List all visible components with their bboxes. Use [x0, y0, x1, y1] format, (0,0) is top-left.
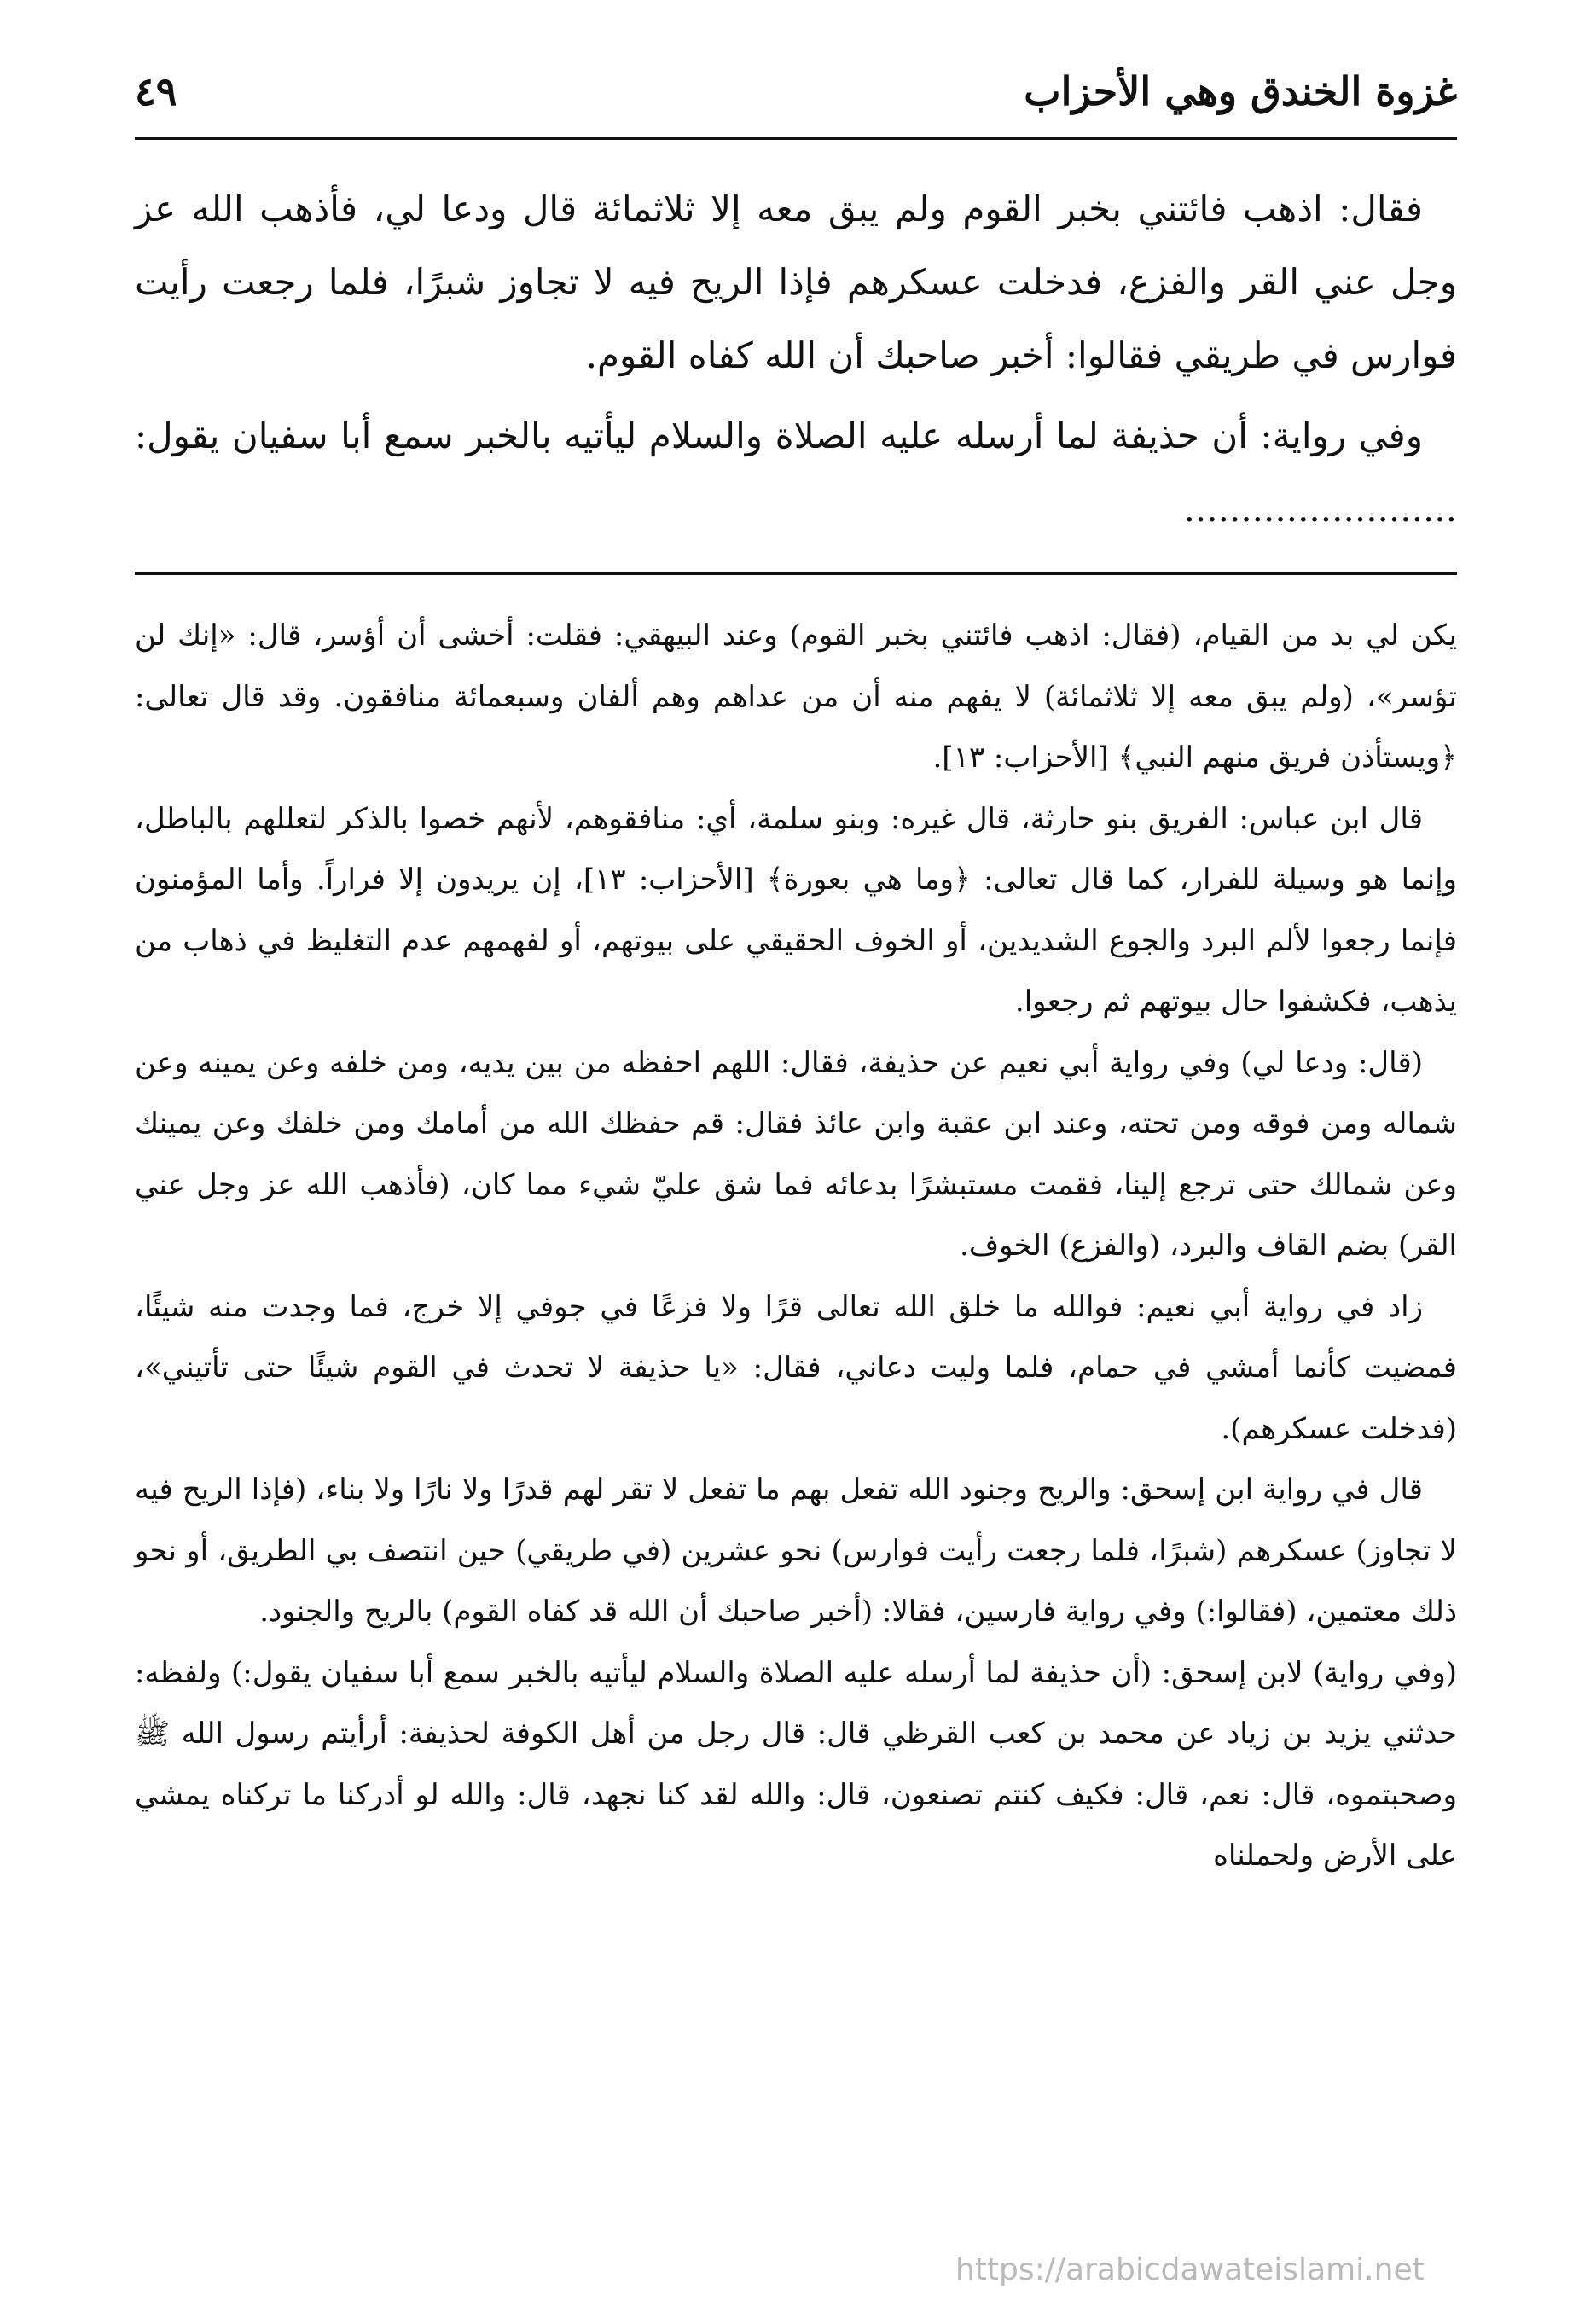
commentary-paragraph: قال ابن عباس: الفريق بنو حارثة، قال غيره: وبنو سلمة، أي: منافقوهم، لأنهم خصوا بالذكر لتعللهم بالباطل، وإنما هو وسيلة للفرار، كما قال تعالى: ﴿وما هي بعورة﴾ [الأحزاب: ١٣]، إن يريدون إلا فراراً. وأما المؤمنون فإنما رجعوا لألم البرد والجوع الشديدين، أو الخوف الحقيقي على بيوتهم، أو لفهمهم عدم التغليظ في ذهاب من يذهب، فكشفوا حال بيوتهم ثم رجعوا. [135, 801, 1457, 1019]
watermark-url: https://arabicdawateislami.net [955, 2252, 1425, 2287]
commentary-paragraph: يكن لي بد من القيام، (فقال: اذهب فائتني بخبر القوم) وعند البيهقي: فقلت: أخشى أن أؤسر، قال: «إنك لن تؤسر»، (ولم يبق معه إلا ثلاثمائة) لا يفهم منه أن من عداهم وهم ألفان وسبعمائة منافقون. وقد قال تعالى: ﴿ويستأذن فريق منهم النبي﴾ [الأحزاب: ١٣]. [135, 619, 1457, 775]
main-text [135, 172, 1457, 546]
commentary-text [135, 606, 1457, 1887]
footnote-divider [135, 572, 1457, 575]
main-paragraph: فقال: اذهب فائتني بخبر القوم ولم يبق معه إلا ثلاثمائة قال ودعا لي، فأذهب الله عز وجل عني القر والفزع، فدخلت عسكرهم فإذا الريح فيه لا تجاوز شبرًا، فلما رجعت رأيت فوارس في طريقي فقالوا: أخبر صاحبك أن الله كفاه القوم. [135, 188, 1457, 376]
page-header [135, 60, 1457, 140]
main-paragraph: وفي رواية: أن حذيفة لما أرسله عليه الصلاة والسلام ليأتيه بالخبر سمع أبا سفيان يقول: ........................ [135, 415, 1457, 530]
page-number: ٤٩ [135, 68, 177, 114]
commentary-paragraph: (قال: ودعا لي) وفي رواية أبي نعيم عن حذيفة، فقال: اللهم احفظه من بين يديه، ومن خلفه وعن يمينه وعن شماله ومن فوقه ومن تحته، وعند ابن عقبة وابن عائذ فقال: قم حفظك الله من أمامك ومن خلفك وعن يمينك وعن شمالك حتى ترجع إلينا، فقمت مستبشرًا بدعائه فما شق عليّ شيء مما كان، (فأذهب الله عز وجل عني القر) بضم القاف والبرد، (والفزع) الخوف. [135, 1045, 1457, 1263]
commentary-paragraph: قال في رواية ابن إسحق: والريح وجنود الله تفعل بهم ما تفعل لا تقر لهم قدرًا ولا نارًا ولا بناء، (فإذا الريح فيه لا تجاوز) عسكرهم (شبرًا، فلما رجعت رأيت فوارس) نحو عشرين (في طريقي) حين انتصف بي الطريق، أو نحو ذلك معتمين، (فقالوا:) وفي رواية فارسين، فقالا: (أخبر صاحبك أن الله قد كفاه القوم) بالريح والجنود. [135, 1473, 1457, 1629]
commentary-paragraph: (وفي رواية) لابن إسحق: (أن حذيفة لما أرسله عليه الصلاة والسلام ليأتيه بالخبر سمع أبا سفيان يقول:) ولفظه: حدثني يزيد بن زياد عن محمد بن كعب القرظي قال: قال رجل من أهل الكوفة لحذيفة: أرأيتم رسول الله ﷺ وصحبتموه، قال: نعم، قال: فكيف كنتم تصنعون، قال: والله لقد كنا نجهد، قال: والله لو أدركنا ما تركناه يمشي على الأرض ولحملناه [135, 1655, 1457, 1873]
commentary-paragraph: زاد في رواية أبي نعيم: فوالله ما خلق الله تعالى قرًا ولا فزعًا في جوفي إلا خرج، فما وجدت منه شيئًا، فمضيت كأنما أمشي في حمام، فلما وليت دعاني، فقال: «يا حذيفة لا تحدث في القوم شيئًا حتى تأتيني»، (فدخلت عسكرهم). [135, 1289, 1457, 1446]
document-page [135, 60, 1457, 2261]
running-title: غزوة الخندق وهي الأحزاب [1024, 68, 1457, 114]
